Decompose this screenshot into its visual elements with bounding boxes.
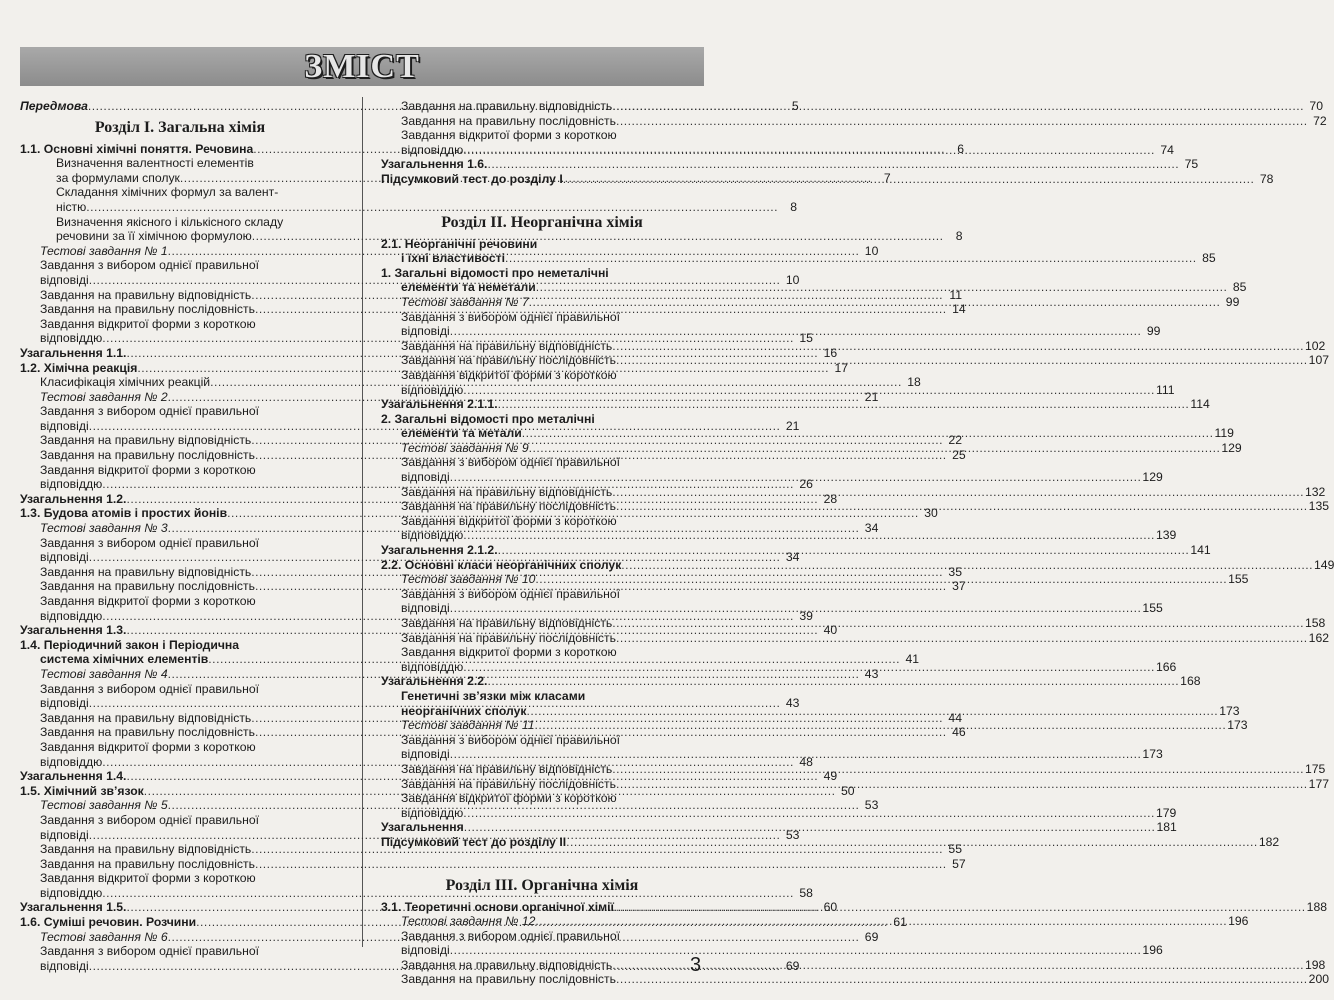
toc-entry-title: Передмова	[20, 99, 88, 113]
toc-entry-title: Завдання відкритої форми з короткою	[40, 594, 256, 608]
dot-leader	[612, 958, 1304, 973]
toc-entry-title: Завдання відкритої форми з короткою	[40, 871, 256, 886]
dot-leader	[535, 914, 1227, 929]
toc-entry-page: 48	[799, 754, 813, 769]
dot-leader	[464, 820, 1156, 835]
toc-entry-page: 155	[1228, 572, 1249, 587]
toc-entry-title: відповіді	[40, 696, 89, 711]
toc-entry-page: 10	[864, 243, 879, 258]
toc-entry-page: 8	[955, 229, 963, 244]
toc-entry-title: 2.2. Основні класи неорганічних сполук	[381, 557, 622, 572]
toc-entry-page: 99	[1146, 324, 1161, 339]
toc-entry-page: 70	[1309, 99, 1323, 113]
toc-entry-page: 34	[864, 521, 879, 536]
toc-entry-title: Тестові завдання № 6	[40, 929, 168, 944]
toc-entry-title: відповіддю	[40, 754, 103, 769]
toc-entry	[20, 944, 340, 959]
page-number: 3	[690, 954, 702, 976]
toc-entry-page: 166	[1155, 659, 1177, 674]
toc-entry-title: Завдання на правильну послідовність	[401, 972, 616, 987]
toc-entry-title: Завдання на правильну відповідність	[401, 761, 613, 776]
toc-entry-title: Завдання відкритої форми з короткою	[401, 513, 617, 528]
toc-entry-title: Завдання на правильну послідовність	[401, 630, 616, 645]
toc-entry-page: 53	[864, 798, 879, 813]
dot-leader	[536, 280, 1228, 295]
toc-entry-title: Завдання на правильну послідовність	[40, 448, 255, 463]
toc-entry-page: 53	[785, 827, 800, 842]
toc-entry	[381, 397, 1210, 412]
toc-entry-page: 8	[790, 199, 797, 214]
toc-entry	[20, 638, 340, 653]
dot-leader	[616, 631, 1308, 646]
toc-entry-title: Завдання відкритої форми з короткою	[401, 791, 617, 806]
toc-entry-title: Узагальнення 1.2.	[20, 491, 127, 506]
toc-entry-title: Завдання на правильну відповідність	[401, 484, 613, 499]
toc-entry-title: Завдання на правильну відповідність	[40, 433, 252, 448]
toc-entry-title: відповіддю	[401, 659, 464, 674]
toc-entry-title: відповіддю	[40, 331, 103, 346]
section-heading: Розділ II. Неорганічна хімія	[441, 213, 643, 231]
toc-entry-title: Завдання на правильну відповідність	[40, 564, 252, 579]
dot-leader	[450, 747, 1142, 762]
toc-entry-title: Тестові завдання № 7	[401, 294, 529, 309]
toc-entry	[381, 689, 703, 704]
toc-entry	[381, 128, 703, 143]
toc-entry-title: Узагальнення 1.1.	[20, 345, 127, 360]
toc-entry	[381, 645, 703, 660]
dot-leader	[535, 572, 1227, 587]
toc-entry	[20, 682, 340, 697]
toc-entry	[20, 258, 340, 273]
toc-entry	[20, 185, 340, 200]
toc-entry-page: 85	[1232, 280, 1247, 295]
toc-entry-page: 173	[1142, 747, 1163, 762]
toc-entry	[381, 310, 703, 325]
toc-entry-title: Завдання на правильну послідовність	[40, 725, 255, 740]
toc-entry-page: 44	[948, 710, 962, 725]
toc-entry-page: 22	[948, 433, 962, 448]
toc-entry-page: 43	[864, 666, 879, 681]
toc-entry-title: Завдання на правильну послідовність	[40, 856, 255, 871]
toc-entry-title: Тестові завдання № 10	[401, 572, 536, 587]
dot-leader	[463, 806, 1155, 821]
dot-leader	[563, 172, 1255, 187]
dot-leader	[505, 251, 1197, 266]
toc-entry	[20, 215, 340, 230]
toc-entry-page: 21	[864, 389, 879, 404]
dot-leader	[450, 324, 1142, 339]
toc-entry-page: 75	[1184, 157, 1199, 172]
toc-entry	[381, 514, 703, 529]
toc-entry-page: 34	[785, 550, 800, 565]
toc-entry-title: Тестові завдання № 5	[40, 798, 168, 813]
toc-entry-page: 119	[1214, 426, 1234, 441]
toc-entry-page: 40	[823, 623, 838, 638]
toc-entry	[381, 412, 703, 427]
toc-entry-title: Підсумковий тест до розділу II	[381, 834, 567, 849]
toc-entry-page: 28	[823, 491, 838, 506]
toc-entry-title: відповіді	[401, 747, 450, 762]
toc-entry-title: Завдання відкритої форми з короткою	[40, 462, 256, 477]
toc-entry-page: 168	[1180, 674, 1201, 689]
toc-entry	[381, 943, 1163, 958]
toc-entry-title: речовини за її хімічною формулою	[56, 229, 252, 244]
dot-leader	[529, 441, 1221, 456]
toc-entry-title: Завдання на правильну відповідність	[401, 616, 613, 630]
spacer	[381, 850, 703, 872]
dot-leader	[463, 660, 1155, 675]
toc-entry-page: 58	[799, 885, 813, 900]
toc-entry-title: Тестові завдання № 4	[40, 666, 168, 681]
toc-entry-title: відповіді	[401, 601, 450, 616]
toc-entry-page: 173	[1219, 703, 1240, 718]
toc-entry	[381, 99, 1323, 114]
dot-leader	[487, 674, 1179, 689]
toc-entry-title: відповіді	[401, 943, 450, 958]
toc-entry-title: Завдання відкритої форми з короткою	[401, 367, 617, 382]
toc-entry-title: відповіді	[401, 470, 450, 485]
toc-entry	[20, 813, 340, 828]
toc-entry-title: Завдання відкритої форми з короткою	[40, 739, 256, 754]
dot-leader	[487, 157, 1179, 172]
toc-entry-title: Визначення якісного і кількісного складу	[56, 214, 284, 229]
toc-entry-title: відповіді	[40, 827, 89, 842]
toc-entry-page: 21	[785, 418, 800, 433]
toc-entry-page: 175	[1304, 761, 1326, 776]
toc-entry-title: Завдання на правильну послідовність	[401, 776, 616, 791]
dot-leader	[616, 499, 1308, 514]
toc-entry-title: Завдання з вибором однієї правильної	[401, 928, 620, 943]
toc-entry-title: Класифікація хімічних реакцій	[40, 375, 211, 390]
toc-entry	[381, 972, 1330, 987]
dot-leader	[614, 900, 1306, 915]
dot-leader	[612, 762, 1304, 777]
toc-entry-page: 26	[799, 477, 813, 492]
toc-entry-title: Завдання відкритої форми з короткою	[401, 128, 617, 143]
toc-entry-title: 1.3. Будова атомів і простих йонів	[20, 506, 228, 521]
toc-entry-title: Тестові завдання № 1	[40, 243, 168, 258]
toc-entry-title: відповіді	[40, 272, 89, 287]
toc-entry-title: за формулами сполук	[56, 170, 180, 185]
toc-entry-title: 1.5. Хімічний зв’язок	[20, 783, 144, 798]
toc-entry	[381, 251, 1216, 266]
toc-entry-page: 181	[1156, 820, 1177, 835]
toc-entry-page: 37	[952, 579, 966, 594]
toc-entry-title: 2.1. Неорганічні речовини	[381, 236, 538, 251]
toc-entry	[381, 142, 1174, 158]
toc-entry-title: Завдання на правильну послідовність	[401, 113, 616, 128]
dot-leader	[450, 943, 1142, 958]
toc-entry	[381, 929, 703, 944]
toc-entry-page: 69	[864, 929, 879, 944]
toc-entry-page: 55	[948, 842, 962, 857]
toc-entry-page: 6	[957, 141, 964, 156]
toc-entry-title: Завдання з вибором однієї правильної	[40, 812, 259, 827]
toc-entry-page: 139	[1155, 528, 1177, 543]
toc-entry	[20, 740, 340, 755]
toc-entry-page: 25	[952, 448, 966, 463]
dot-leader	[566, 835, 1258, 850]
toc-entry-title: Завдання з вибором однієї правильної	[40, 681, 259, 696]
toc-entry-title: Узагальнення 1.4.	[20, 769, 127, 784]
toc-entry-page: 85	[1202, 251, 1216, 266]
toc-entry-page: 30	[924, 506, 938, 521]
toc-entry-title: 2. Загальні відомості про металічні	[381, 411, 595, 426]
toc-entry-title: Тестові завдання № 12	[401, 914, 536, 929]
toc-entry	[20, 594, 340, 609]
toc-entry	[381, 157, 1199, 172]
toc-entry-page: 155	[1142, 601, 1163, 616]
toc-entry-page: 46	[952, 725, 966, 740]
section-heading: Розділ III. Органічна хімія	[445, 876, 639, 894]
toc-entry-title: 1.1. Основні хімічні поняття. Речовина	[20, 141, 254, 156]
toc-entry-title: Завдання відкритої форми з короткою	[401, 645, 617, 660]
toc-entry-title: Завдання з вибором однієї правильної	[401, 455, 620, 470]
toc-entry-page: 17	[834, 360, 849, 375]
toc-entry-title: Завдання на правильну послідовність	[40, 579, 255, 594]
toc-entry-page: 182	[1258, 834, 1280, 849]
title-banner	[20, 47, 704, 86]
toc-entry-page: 107	[1308, 353, 1330, 368]
toc-entry	[20, 199, 797, 215]
toc-entry	[20, 856, 966, 872]
toc-entry-title: Завдання відкритої форми з короткою	[40, 316, 256, 331]
toc-entry-title: Тестові завдання № 11	[401, 718, 535, 733]
toc-entry	[20, 871, 340, 886]
toc-entry-page: 72	[1313, 113, 1327, 128]
toc-entry-page: 74	[1160, 142, 1174, 157]
toc-entry-title: Завдання з вибором однієї правильної	[40, 404, 259, 419]
toc-entry-title: Складання хімічних формул за валент-	[56, 185, 279, 200]
dot-leader	[498, 543, 1190, 558]
toc-entry	[381, 455, 703, 470]
section-heading: Розділ I. Загальна хімія	[94, 118, 266, 136]
toc-entry-title: відповіді	[40, 550, 89, 565]
dot-leader	[450, 470, 1142, 485]
toc-entry	[381, 587, 703, 602]
toc-entry-title: Завдання на правильну послідовність	[40, 302, 255, 317]
toc-entry-page: 196	[1142, 943, 1163, 958]
spacer	[381, 187, 703, 209]
dot-leader	[616, 972, 1308, 987]
dot-leader	[526, 704, 1218, 719]
toc-entry-page: 10	[785, 272, 800, 287]
toc-entry-page: 14	[952, 302, 966, 317]
toc-entry-page: 132	[1304, 484, 1326, 499]
toc-entry-title: відповіддю	[401, 382, 464, 397]
toc-entry-page: 129	[1221, 440, 1242, 455]
dot-leader	[463, 383, 1155, 398]
toc-entry	[381, 368, 703, 383]
toc-entry-page: 39	[799, 608, 813, 623]
toc-entry-title: відповіддю	[40, 477, 103, 492]
toc-entry-title: Генетичні зв’язки між класами	[401, 688, 586, 703]
toc-entry-page: 49	[823, 769, 838, 784]
toc-entry-title: Тестові завдання № 2	[40, 389, 168, 404]
toc-entry-page: 129	[1142, 470, 1163, 485]
dot-leader	[612, 99, 1304, 114]
toc-entry-title: Завдання на правильну відповідність	[40, 842, 252, 857]
toc-entry-title: Завдання з вибором однієї правильної	[40, 535, 259, 550]
dot-leader	[612, 616, 1304, 631]
toc-entry-title: Завдання з вибором однієї правильної	[401, 732, 620, 747]
toc-entry-page: 61	[893, 915, 907, 930]
toc-entry-page: 43	[785, 696, 800, 711]
dot-leader	[463, 143, 1155, 158]
toc-entry-title: елементи та метали	[401, 426, 522, 441]
toc-entry-title: 1.4. Періодичний закон і Періодична	[20, 637, 240, 652]
dot-leader	[621, 558, 1313, 573]
dot-leader	[616, 353, 1308, 368]
toc-entry-title: Узагальнення	[381, 820, 464, 835]
toc-entry-page: 35	[948, 564, 962, 579]
toc-entry-page: 57	[952, 856, 966, 871]
toc-entry-page: 102	[1304, 338, 1326, 353]
toc-entry-title: відповіді	[40, 418, 89, 433]
toc-entry-page: 173	[1227, 718, 1248, 733]
toc-entry-title: Тестові завдання № 3	[40, 521, 168, 536]
toc-entry-page: 111	[1155, 382, 1175, 397]
toc-entry-title: Завдання на правильну відповідність	[401, 338, 613, 353]
dot-leader	[498, 397, 1190, 412]
toc-entry-title: неорганічних сполук	[401, 703, 527, 718]
toc-entry-title: 3.1. Теоретичні основи органічної хімії	[381, 899, 614, 914]
toc-entry-page: 99	[1225, 294, 1240, 309]
toc-entry-page: 5	[791, 99, 799, 113]
toc-entry-title: Узагальнення 2.2.	[381, 674, 488, 689]
toc-entry-title: ністю	[56, 199, 87, 214]
toc-entry	[20, 536, 340, 551]
toc-entry-page: 149	[1314, 557, 1334, 572]
toc-entry-title: відповіддю	[40, 608, 103, 623]
dot-leader	[534, 718, 1226, 733]
toc-entry-title: елементи та неметали	[401, 280, 536, 295]
toc-entry	[20, 842, 962, 857]
toc-entry-title: Завдання на правильну послідовність	[401, 353, 616, 368]
toc-entry	[381, 113, 1327, 129]
toc-entry	[381, 733, 703, 748]
toc-entry-title: Узагальнення 2.1.2.	[381, 543, 498, 558]
toc-entry-title: Завдання на правильну послідовність	[401, 499, 616, 514]
toc-entry	[381, 237, 703, 252]
dot-leader	[522, 426, 1214, 441]
toc-entry-page: 135	[1308, 499, 1330, 514]
toc-entry	[20, 156, 340, 171]
toc-entry-title: Узагальнення 1.6.	[381, 157, 488, 172]
toc-entry-title: Визначення валентності елементів	[56, 156, 254, 171]
toc-entry-title: 1.6. Суміші речовин. Розчини	[20, 915, 197, 930]
toc-entry	[381, 171, 1274, 187]
toc-entry-page: 162	[1308, 630, 1330, 645]
toc-entry-title: відповіддю	[40, 885, 103, 900]
toc-entry-title: Завдання на правильну відповідність	[40, 287, 252, 302]
toc-entry-page: 69	[785, 958, 800, 973]
toc-entry-page: 158	[1304, 616, 1326, 630]
toc-entry-title: відповіддю	[401, 805, 464, 820]
toc-entry-page: 16	[823, 345, 838, 360]
toc-entry-page: 7	[883, 170, 891, 185]
dot-leader	[612, 485, 1304, 500]
toc-entry-page: 18	[907, 375, 921, 390]
toc-entry-title: Завдання з вибором однієї правильної	[40, 258, 259, 273]
toc-entry-title: Завдання з вибором однієї правильної	[401, 586, 620, 601]
toc-entry-page: 198	[1304, 957, 1326, 972]
toc-entry-page: 200	[1308, 972, 1330, 987]
toc-entry-title: Завдання з вибором однієї правильної	[40, 944, 259, 959]
toc-entry-title: Тестові завдання № 9	[401, 440, 529, 455]
toc-entry-page: 196	[1228, 914, 1249, 929]
toc-entry-title: Узагальнення 1.3.	[20, 623, 127, 638]
toc-entry-title: 1.2. Хімічна реакція	[20, 360, 138, 375]
toc-entry	[20, 317, 340, 332]
toc-entry-page: 177	[1308, 776, 1330, 791]
toc-entry-title: Узагальнення 2.1.1.	[381, 397, 498, 412]
toc-entry-title: відповіді	[40, 958, 89, 973]
toc-entry-page: 50	[840, 783, 855, 798]
toc-entry-title: Завдання на правильну відповідність	[401, 99, 613, 113]
toc-entry-page: 11	[949, 287, 962, 302]
toc-entry-title: Узагальнення 1.5.	[20, 900, 127, 915]
dot-leader	[616, 777, 1308, 792]
toc-entry	[20, 404, 340, 419]
toc-entry-title: Завдання на правильну відповідність	[40, 710, 252, 725]
toc-entry-page: 141	[1190, 543, 1211, 558]
toc-entry-page: 179	[1155, 805, 1177, 820]
toc-entry-page: 60	[823, 900, 838, 915]
toc-entry-page: 15	[799, 331, 813, 346]
toc-entry-page: 114	[1190, 397, 1210, 412]
toc-entry	[381, 674, 1201, 689]
toc-entry-title: Підсумковий тест до розділу І	[381, 171, 563, 186]
toc-entry	[20, 463, 340, 478]
toc-entry-title: Завдання на правильну відповідність	[401, 957, 613, 972]
dot-leader	[612, 339, 1304, 354]
toc-entry-title: 1. Загальні відомості про неметалічні	[381, 265, 609, 280]
dot-leader	[616, 114, 1308, 129]
toc-entry-title: Завдання з вибором однієї правильної	[401, 309, 620, 324]
toc-entry	[381, 266, 703, 281]
toc-entry-title: і їхні властивості	[401, 251, 505, 266]
dot-leader	[529, 295, 1221, 310]
page-title: ЗМІСТ	[304, 48, 420, 85]
toc-entry-page: 78	[1259, 171, 1274, 186]
toc-entry-title: система хімічних елементів	[40, 652, 209, 667]
toc-entry-title: відповіддю	[401, 142, 464, 157]
dot-leader	[463, 528, 1155, 543]
toc-entry-page: 41	[905, 652, 920, 667]
toc-entry-title: відповіді	[401, 324, 450, 339]
toc-entry-title: відповіддю	[401, 528, 464, 543]
dot-leader	[450, 601, 1142, 616]
toc-entry	[381, 791, 703, 806]
toc-entry-page: 188	[1306, 899, 1328, 914]
